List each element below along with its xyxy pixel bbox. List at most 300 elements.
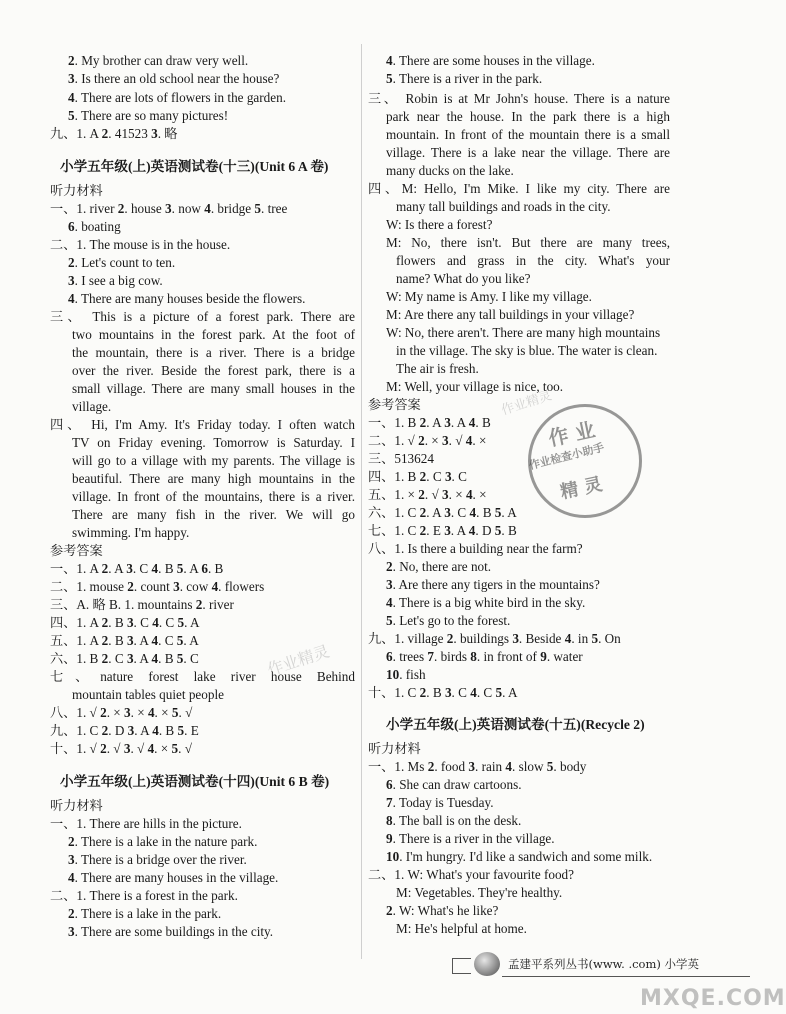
text-run: . E (426, 523, 445, 538)
text-run: 3 (126, 561, 133, 576)
text-run: village. In front of the mountains, there is a river. (72, 489, 355, 504)
text-run: 2 (419, 415, 427, 430)
text-line (368, 414, 491, 431)
faint-watermark-2: 作业精灵 (499, 388, 554, 419)
text-run: 参考答案 (368, 397, 421, 412)
text-run: . Are there any tigers in the mountains? (392, 577, 600, 592)
text-run: 3 (165, 201, 172, 216)
text-line (72, 326, 355, 343)
text-run: 一、1. B (368, 415, 420, 430)
text-line (72, 434, 355, 451)
text-run: 5 (177, 723, 185, 738)
text-run: W: My name is Amy. I like my village. (386, 289, 592, 304)
text-run: mountain tables quiet people (72, 687, 224, 702)
globe-icon (474, 952, 500, 976)
text-run: . A (108, 561, 127, 576)
text-run: 5 (495, 685, 503, 700)
text-run: 2 (446, 631, 454, 646)
text-run: 5 (254, 201, 262, 216)
text-run: . food (434, 759, 469, 774)
text-run: 4 (211, 579, 219, 594)
text-line (50, 308, 355, 325)
text-run: . B (501, 523, 517, 538)
text-line (50, 797, 103, 814)
text-run: . flowers (218, 579, 265, 594)
text-run: 2 (68, 53, 75, 68)
text-run: . trees (392, 649, 428, 664)
text-run: 听力材料 (368, 741, 421, 756)
text-run: 2 (101, 615, 109, 630)
text-line (368, 396, 421, 413)
text-line (50, 596, 234, 613)
text-run: 2 (101, 561, 109, 576)
text-line (72, 362, 355, 379)
text-run: . D (108, 723, 128, 738)
text-run: 听力材料 (50, 183, 103, 198)
text-line (368, 866, 574, 883)
text-run: 4 (151, 651, 159, 666)
stamp-text-3: 精 灵 (558, 473, 605, 504)
text-line (72, 524, 189, 541)
text-run: . B (158, 651, 177, 666)
text-run: . A (450, 523, 469, 538)
text-run: . birds (433, 649, 471, 664)
text-run: 4 (204, 201, 211, 216)
text-run: . Today is Tuesday. (392, 795, 494, 810)
text-run: . A (426, 505, 445, 520)
text-run: 九、1. village (368, 631, 447, 646)
text-run: 8 (386, 813, 393, 828)
text-line (50, 722, 199, 739)
text-line (396, 360, 479, 377)
text-run: . E (184, 723, 199, 738)
text-line (50, 668, 355, 685)
text-run: 4 (465, 487, 473, 502)
text-run: . in (571, 631, 592, 646)
text-line (50, 560, 223, 577)
text-run: . in front of (476, 649, 541, 664)
text-run: 十、1. C (368, 685, 420, 700)
text-run: . √ (424, 487, 443, 502)
text-run: two mountains in the forest park. At the foot of (72, 327, 355, 342)
text-run: 7 (427, 649, 434, 664)
text-run: . Beside (518, 631, 565, 646)
column-divider (361, 44, 362, 959)
text-run: 2 (101, 723, 109, 738)
text-run: 4 (505, 759, 512, 774)
text-run: . B (158, 561, 177, 576)
text-run: . fish (399, 667, 426, 682)
text-run: 3 (126, 633, 134, 648)
text-run: 一、1. A (50, 561, 102, 576)
text-run: swimming. I'm happy. (72, 525, 190, 540)
text-run: 三、 This is a picture of a forest park. There are (50, 309, 355, 324)
text-run: . × (130, 705, 148, 720)
text-run: 3 (444, 505, 451, 520)
text-line (396, 920, 527, 937)
text-line (50, 200, 287, 217)
text-run: 5 (171, 741, 179, 756)
text-run: . B (476, 505, 495, 520)
text-run: 9 (540, 649, 547, 664)
text-line (368, 758, 586, 775)
text-run: 3 (442, 487, 449, 502)
stamp-text-2: 作业检查小助手 (527, 440, 606, 473)
text-run: 2 (418, 433, 425, 448)
text-run: 5 (494, 505, 502, 520)
text-run: 4 (151, 561, 159, 576)
text-run: 3 (123, 741, 131, 756)
text-run: 一、1. There are hills in the picture. (50, 816, 242, 831)
text-run: . C (108, 651, 127, 666)
text-run: . 略 (157, 126, 178, 141)
text-line (368, 468, 467, 485)
text-run: TV on Friday evening. Tomorrow is Saturday. I (72, 435, 355, 450)
text-run: 2 (68, 906, 75, 921)
text-line (68, 89, 286, 106)
text-line (396, 270, 531, 287)
text-run: 3 (442, 433, 449, 448)
text-line (68, 272, 163, 289)
text-run: 六、1. B (50, 651, 102, 666)
text-run: 3 (126, 615, 134, 630)
text-line (386, 666, 426, 683)
text-line (386, 848, 652, 865)
text-run: . B (108, 633, 127, 648)
text-run: . buildings (453, 631, 513, 646)
text-run: . There are so many pictures! (74, 108, 229, 123)
text-line (72, 686, 224, 703)
text-run: 三、 Robin is at Mr John's house. There is a nature (368, 91, 670, 106)
text-line (386, 812, 521, 829)
text-run: . √ (178, 741, 192, 756)
text-run: 小学五年级(上)英语测试卷(十五)(Recycle 2) (386, 717, 645, 732)
text-run: . Let's go to the forest. (392, 613, 511, 628)
text-run: 九、1. A (50, 126, 102, 141)
text-run: . × (472, 487, 487, 502)
text-run: . slow (511, 759, 547, 774)
text-line (68, 851, 247, 868)
text-run: will go to a village with my parents. The village is (72, 453, 355, 468)
text-run: 四、 Hi, I'm Amy. It's Friday today. I often watch (50, 417, 355, 432)
text-run: 参考答案 (50, 543, 103, 558)
text-run: 2 (101, 633, 109, 648)
text-run: 一、1. river (50, 201, 118, 216)
text-line (368, 90, 670, 107)
text-line (386, 794, 494, 811)
text-run: 一、1. Ms (368, 759, 428, 774)
text-line (368, 740, 421, 757)
text-run: . × (448, 487, 466, 502)
text-run: . There is a lake in the park. (74, 906, 222, 921)
text-run: mountain. In front of the mountain there is a small (386, 127, 670, 142)
text-line (72, 506, 355, 523)
text-run: . My brother can draw very well. (74, 53, 249, 68)
text-run: 3 (68, 852, 75, 867)
text-line (386, 648, 583, 665)
text-run: 3 (68, 273, 75, 288)
text-run: in the village. The sky is blue. The water is clean. (396, 343, 658, 358)
text-run: . There are many houses beside the flowers. (74, 291, 306, 306)
site-watermark: MXQE.COM (640, 986, 786, 1011)
text-run: 小学五年级(上)英语测试卷(十四)(Unit 6 B 卷) (60, 774, 330, 789)
text-run: . B (108, 615, 127, 630)
text-run: . bridge (210, 201, 255, 216)
text-run: . water (546, 649, 583, 664)
text-run: 3 (512, 631, 519, 646)
text-run: . now (171, 201, 205, 216)
text-run: 2 (68, 255, 75, 270)
text-run: . A (133, 633, 152, 648)
text-run: 四、1. A (50, 615, 102, 630)
text-run: 4 (68, 291, 75, 306)
text-run: . A (134, 723, 153, 738)
text-run: 十、1. √ (50, 741, 101, 756)
text-line (396, 884, 562, 901)
text-line (68, 290, 305, 307)
text-run: 2 (127, 579, 134, 594)
text-run: 4 (468, 523, 476, 538)
text-run: . I'm hungry. I'd like a sandwich and some milk. (399, 849, 653, 864)
text-run: 3 (444, 523, 451, 538)
text-run: many ducks on the lake. (386, 163, 514, 178)
text-line (386, 306, 634, 323)
text-run: . × (106, 705, 125, 720)
text-run: . Let's count to ten. (74, 255, 176, 270)
text-run: 4 (147, 741, 155, 756)
text-run: The air is fresh. (396, 361, 479, 376)
text-run: 9 (386, 831, 393, 846)
text-line (368, 684, 517, 701)
text-run: 3 (68, 71, 75, 86)
text-run: . A (133, 651, 152, 666)
text-run: . She can draw cartoons. (392, 777, 522, 792)
text-run: 四、M: Hello, I'm Mike. I like my city. There are (368, 181, 670, 196)
text-run: 6 (386, 649, 393, 664)
text-run: 3 (68, 924, 75, 939)
text-line (386, 162, 514, 179)
text-run: . 41523 (108, 126, 152, 141)
text-run: . A (426, 415, 445, 430)
text-line (68, 254, 175, 271)
text-run: . C (451, 469, 467, 484)
text-run: 二、1. mouse (50, 579, 128, 594)
text-line (368, 180, 670, 197)
text-run: 4 (147, 705, 155, 720)
text-run: 5 (68, 108, 75, 123)
text-run: . √ (448, 433, 466, 448)
text-line (368, 504, 517, 521)
text-line (50, 614, 199, 631)
text-line (368, 486, 487, 503)
text-run: 5 (546, 759, 554, 774)
text-run: 3 (444, 469, 452, 484)
text-run: 5 (177, 615, 185, 630)
text-run: 10 (386, 849, 400, 864)
text-line (386, 558, 491, 575)
text-line (368, 630, 621, 647)
text-run: 二、1. The mouse is in the house. (50, 237, 231, 252)
text-run: There are many fish in the river. We will go (72, 507, 355, 522)
text-run: . B (426, 685, 445, 700)
text-run: 4 (465, 433, 473, 448)
footer-bracket (452, 958, 471, 974)
text-run: 8 (470, 649, 477, 664)
text-run: . C (426, 469, 445, 484)
text-run: 小学五年级(上)英语测试卷(十三)(Unit 6 A 卷) (60, 159, 329, 174)
text-run: . W: What's he like? (392, 903, 499, 918)
text-line (68, 923, 273, 940)
text-run: . A (501, 505, 517, 520)
text-line (50, 704, 192, 721)
text-line (72, 452, 355, 469)
text-line (72, 380, 355, 397)
text-line (68, 218, 121, 235)
text-line (396, 252, 670, 269)
text-run: . cow (179, 579, 212, 594)
text-run: . No, there are not. (392, 559, 492, 574)
text-line (386, 52, 595, 69)
text-run: 3 (444, 415, 451, 430)
text-run: 听力材料 (50, 798, 103, 813)
text-run: small village. There are many small houses in the (72, 381, 355, 396)
text-run: 5 (494, 523, 502, 538)
text-run: the mountain, there is a river. There is a bridge (72, 345, 355, 360)
text-line (368, 432, 486, 449)
text-run: 2 (419, 505, 427, 520)
section-title (386, 716, 645, 733)
text-run: 4 (470, 685, 477, 700)
text-run: park near the house. In the park there is a high (386, 109, 670, 124)
text-line (50, 182, 103, 199)
text-run: 2 (100, 741, 107, 756)
faint-watermark: 作业精灵 (264, 641, 332, 680)
text-run: W: No, there aren't. There are many high mountains (386, 325, 661, 340)
text-line (386, 288, 592, 305)
text-line (68, 905, 221, 922)
text-run: 4 (152, 615, 159, 630)
text-line (368, 450, 434, 467)
text-run: . boating (74, 219, 121, 234)
text-line (386, 234, 670, 251)
footer-text: 孟建平系列丛书(www. .com) 小学英 (508, 957, 700, 971)
text-run: 二、1. √ (368, 433, 419, 448)
text-line (68, 52, 248, 69)
text-run: village. There is a lake near the village. There are (386, 145, 670, 160)
text-line (386, 830, 555, 847)
text-run: many tall buildings and roads in the city. (396, 199, 611, 214)
text-run: 七、nature forest lake river house Behind (50, 669, 355, 684)
text-run: 4 (469, 505, 477, 520)
text-run: 六、1. C (368, 505, 420, 520)
text-run: . √ (178, 705, 193, 720)
text-run: . river (202, 597, 234, 612)
text-line (386, 216, 492, 233)
text-run: 3 (124, 705, 131, 720)
text-run: . There is a river in the park. (392, 71, 543, 86)
text-line (50, 416, 355, 433)
text-run: 5 (176, 561, 184, 576)
text-run: . √ (106, 741, 124, 756)
text-run: . C (476, 685, 496, 700)
text-run: . There is a river in the village. (392, 831, 555, 846)
text-line (68, 70, 279, 87)
text-run: beautiful. There are many high mountains in the (72, 471, 355, 486)
text-run: 七、1. C (368, 523, 420, 538)
text-line (50, 815, 242, 832)
text-run: M: No, there isn't. But there are many trees, (386, 235, 670, 250)
text-run: over the river. Beside the forest park, there is a (72, 363, 355, 378)
text-line (68, 833, 257, 850)
text-run: 五、1. A (50, 633, 102, 648)
text-run: . D (475, 523, 495, 538)
stamp-text-1: 作 业 (546, 417, 598, 451)
text-run: . There are some buildings in the city. (74, 924, 274, 939)
text-line (368, 522, 517, 539)
text-run: 6 (386, 777, 393, 792)
text-line (386, 776, 522, 793)
text-run: . C (132, 561, 152, 576)
text-run: . There are some houses in the village. (392, 53, 595, 68)
text-run: village. (72, 399, 112, 414)
text-run: 2 (418, 487, 425, 502)
text-run: 三、513624 (368, 451, 434, 466)
text-run: 三、A. 略 B. 1. mountains (50, 597, 196, 612)
text-run: . rain (474, 759, 506, 774)
page-footer (452, 950, 750, 980)
text-run: 7 (386, 795, 393, 810)
text-line (386, 108, 670, 125)
text-run: 4 (152, 723, 159, 738)
text-run: . tree (261, 201, 288, 216)
text-run: . × (424, 433, 443, 448)
text-run: 九、1. C (50, 723, 102, 738)
text-run: 5 (176, 633, 184, 648)
text-run: . There is a bridge over the river. (74, 852, 247, 867)
text-run: 2 (419, 469, 427, 484)
text-run: . C (450, 505, 470, 520)
text-run: 四、1. B (368, 469, 420, 484)
text-run: . A (450, 415, 469, 430)
text-run: . C (451, 685, 471, 700)
text-line (68, 107, 228, 124)
text-run: 2 (427, 759, 435, 774)
text-run: . C (158, 633, 177, 648)
text-line (68, 869, 278, 886)
text-run: . A (183, 633, 199, 648)
text-run: 五、1. × (368, 487, 419, 502)
text-run: 5 (171, 705, 179, 720)
text-run: . On (598, 631, 621, 646)
text-line (50, 740, 192, 757)
text-run: 3 (173, 579, 180, 594)
text-run: M: He's helpful at home. (396, 921, 527, 936)
text-run: 3 (127, 723, 135, 738)
text-run: 3 (151, 126, 158, 141)
text-run: . house (124, 201, 166, 216)
text-run: 4 (564, 631, 572, 646)
text-run: . A (502, 685, 518, 700)
text-line (72, 398, 111, 415)
text-line (50, 125, 177, 142)
text-run: 4 (386, 595, 393, 610)
text-run: 5 (176, 651, 184, 666)
text-run: . I see a big cow. (74, 273, 163, 288)
text-run: 6 (68, 219, 75, 234)
text-run: 5 (386, 613, 393, 628)
section-title (60, 158, 328, 175)
text-run: flowers and grass in the city. What's your (396, 253, 670, 268)
